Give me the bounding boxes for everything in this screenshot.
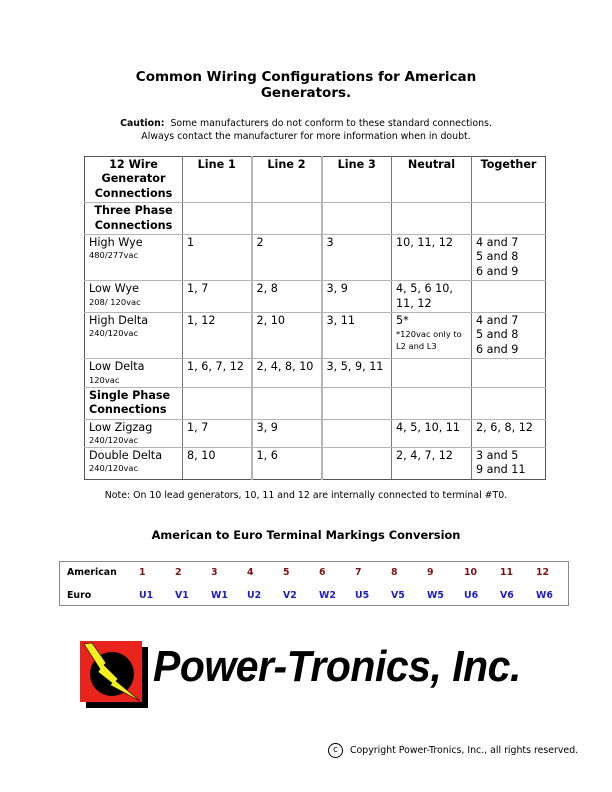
euro-label: Euro <box>67 590 92 601</box>
lower-content <box>0 490 612 759</box>
line-3-cell: 3 <box>322 235 392 281</box>
config-voltage: 120vac <box>89 374 120 385</box>
american-value: 8 <box>391 567 398 578</box>
euro-value: V1 <box>175 590 189 601</box>
table-row <box>85 281 546 313</box>
american-value: 4 <box>247 567 254 578</box>
american-value: 11 <box>500 567 514 578</box>
together-cell: 4 and 7 5 and 8 6 and 9 <box>472 313 546 359</box>
config-voltage: 240/120vac <box>89 434 139 445</box>
company-name: Power-Tronics, Inc. <box>153 642 521 691</box>
euro-value: W6 <box>536 590 553 601</box>
euro-value: V6 <box>500 590 514 601</box>
together-cell: 2, 6, 8, 12 <box>472 419 546 447</box>
line-3-cell: 3, 9 <box>322 281 392 313</box>
line-3-cell <box>322 419 392 447</box>
american-value: 1 <box>139 567 146 578</box>
caution-line-1: Some manufacturers do not conform to these standard connections. <box>170 118 492 129</box>
wiring-configuration-table <box>84 156 546 480</box>
line-1-cell: 8, 10 <box>183 447 252 479</box>
config-name: High Wye <box>89 236 143 250</box>
neutral-cell: 5* *120vac only to L2 and L3 <box>392 313 472 359</box>
line-3-cell <box>322 447 392 479</box>
header-line-2: Line 2 <box>252 157 322 203</box>
american-value: 6 <box>319 567 326 578</box>
euro-value: U6 <box>464 590 479 601</box>
header-line-1: Line 1 <box>183 157 252 203</box>
page-title: Common Wiring Configurations for American Generators. <box>135 69 477 101</box>
header-line-3: Line 3 <box>322 157 392 203</box>
euro-value: W5 <box>427 590 444 601</box>
config-voltage: 240/120vac <box>89 328 139 339</box>
config-voltage: 480/277vac <box>89 250 139 261</box>
table-row <box>85 359 546 387</box>
conversion-title: American to Euro Terminal Markings Conversion <box>151 528 461 542</box>
american-value: 9 <box>427 567 434 578</box>
together-cell: 4 and 7 5 and 8 6 and 9 <box>472 235 546 281</box>
header-connections: 12 Wire Generator Connections <box>85 157 183 203</box>
line-1-cell: 1, 12 <box>183 313 252 359</box>
table-header-row <box>85 157 546 203</box>
config-voltage: 208/ 120vac <box>89 296 141 307</box>
euro-value: U5 <box>355 590 370 601</box>
neutral-cell: 4, 5, 6 10, 11, 12 <box>392 281 472 313</box>
american-value: 10 <box>464 567 478 578</box>
config-name: Double Delta <box>89 448 163 462</box>
config-name: Low Delta <box>89 360 145 374</box>
line-2-cell: 2, 8 <box>252 281 322 313</box>
caution-label: Caution: <box>120 118 165 129</box>
line-2-cell: 2, 10 <box>252 313 322 359</box>
line-2-cell: 1, 6 <box>252 447 322 479</box>
american-row <box>60 566 568 580</box>
together-cell: 3 and 5 9 and 11 <box>472 447 546 479</box>
config-name: High Delta <box>89 314 149 328</box>
together-cell <box>472 359 546 387</box>
conversion-table <box>59 561 569 606</box>
american-value: 3 <box>211 567 218 578</box>
caution-text <box>0 118 612 143</box>
copyright-icon: c <box>328 743 343 758</box>
neutral-cell: 2, 4, 7, 12 <box>392 447 472 479</box>
section-row-three-phase <box>85 203 546 235</box>
line-2-cell: 2, 4, 8, 10 <box>252 359 322 387</box>
neutral-cell <box>392 359 472 387</box>
american-value: 12 <box>536 567 550 578</box>
neutral-cell: 10, 11, 12 <box>392 235 472 281</box>
brand-area <box>0 641 612 711</box>
neutral-footnote: *120vac only to L2 and L3 <box>396 329 462 351</box>
line-1-cell: 1, 7 <box>183 419 252 447</box>
line-1-cell: 1, 6, 7, 12 <box>183 359 252 387</box>
copyright-text: Copyright Power-Tronics, Inc., all rights reserved. <box>350 744 579 756</box>
line-3-cell: 3, 11 <box>322 313 392 359</box>
header-together: Together <box>472 157 546 203</box>
header-neutral: Neutral <box>392 157 472 203</box>
euro-value: W2 <box>319 590 336 601</box>
american-value: 7 <box>355 567 362 578</box>
table-row <box>85 419 546 447</box>
line-3-cell: 3, 5, 9, 11 <box>322 359 392 387</box>
table-row <box>85 313 546 359</box>
section-label: Three Phase Connections <box>85 203 183 235</box>
copyright-notice <box>328 741 612 759</box>
line-1-cell: 1 <box>183 235 252 281</box>
line-2-cell: 3, 9 <box>252 419 322 447</box>
together-cell <box>472 281 546 313</box>
line-2-cell: 2 <box>252 235 322 281</box>
neutral-cell: 4, 5, 10, 11 <box>392 419 472 447</box>
note-text: Note: On 10 lead generators, 10, 11 and 12 are internally connected to terminal #T0. <box>104 490 508 501</box>
table-row <box>85 235 546 281</box>
config-name: Low Zigzag <box>89 420 153 434</box>
euro-value: V2 <box>283 590 297 601</box>
euro-value: V5 <box>391 590 405 601</box>
config-name: Low Wye <box>89 282 139 296</box>
euro-value: U2 <box>247 590 262 601</box>
euro-row <box>60 589 568 603</box>
section-label: Single Phase Connections <box>85 387 183 419</box>
american-label: American <box>67 567 117 578</box>
config-voltage: 240/120vac <box>89 463 139 474</box>
american-value: 2 <box>175 567 182 578</box>
euro-value: W1 <box>211 590 228 601</box>
lightning-bolt-logo-icon <box>80 641 150 709</box>
american-value: 5 <box>283 567 290 578</box>
euro-value: U1 <box>139 590 154 601</box>
caution-line-2: Always contact the manufacturer for more information when in doubt. <box>141 130 471 142</box>
line-1-cell: 1, 7 <box>183 281 252 313</box>
table-row <box>85 447 546 479</box>
section-row-single-phase <box>85 387 546 419</box>
